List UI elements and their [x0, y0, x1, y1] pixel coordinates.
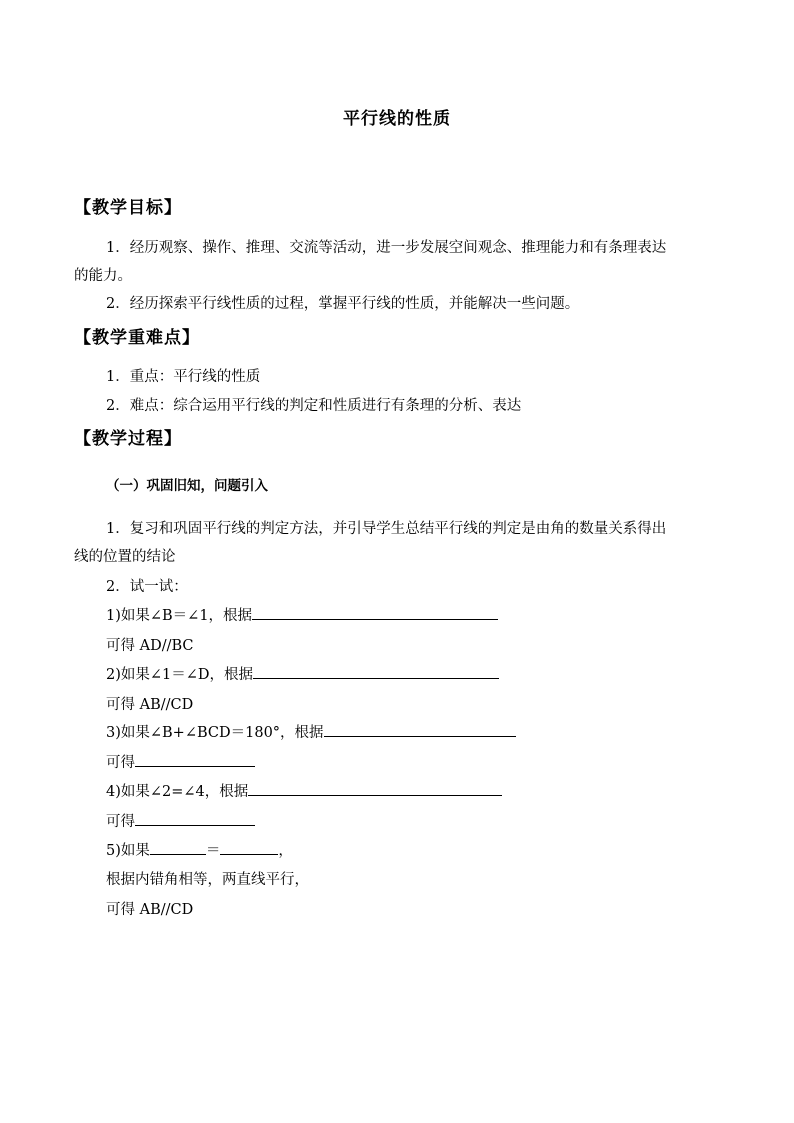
- question-5-comma: ，: [278, 843, 293, 859]
- question-3-blank[interactable]: [324, 722, 516, 737]
- question-4-result-blank[interactable]: [135, 811, 255, 826]
- section-heading-process: 【教学过程】: [74, 429, 182, 449]
- page-title: 平行线的性质: [343, 109, 451, 129]
- question-3: [106, 721, 516, 742]
- goal-item-2: 2．经历探索平行线性质的过程，掌握平行线的性质，并能解决一些问题。: [106, 296, 580, 312]
- question-2: [106, 663, 499, 684]
- question-5-text: 5)如果: [106, 843, 150, 859]
- key-point-2: 2．难点：综合运用平行线的判定和性质进行有条理的分析、表达: [106, 398, 522, 414]
- question-5-blank-left[interactable]: [150, 840, 206, 855]
- question-3-text: 3)如果∠B+∠BCD＝180°，根据: [106, 725, 324, 741]
- goal-item-1: 1．经历观察、操作、推理、交流等活动，进一步发展空间观念、推理能力和有条理表达: [106, 240, 667, 256]
- question-5-blank-right[interactable]: [220, 840, 278, 855]
- section-heading-key-points: 【教学重难点】: [74, 328, 200, 348]
- question-2-blank[interactable]: [253, 664, 499, 679]
- process-item-1-continued: 线的位置的结论: [74, 549, 176, 565]
- question-5-equals: ＝: [205, 843, 221, 859]
- process-item-2: 2．试一试：: [106, 579, 188, 595]
- question-1-text: 1)如果∠B＝∠1，根据: [106, 608, 253, 624]
- question-4: [106, 780, 502, 801]
- question-3-result-blank[interactable]: [135, 752, 255, 767]
- question-1: [106, 604, 498, 625]
- question-4-text: 4)如果∠2=∠4，根据: [106, 784, 249, 800]
- question-4-result-text: 可得: [106, 814, 135, 830]
- goal-item-1-continued: 的能力。: [74, 268, 132, 284]
- question-3-result: [106, 751, 255, 772]
- question-2-text: 2)如果∠1＝∠D，根据: [106, 667, 254, 683]
- question-1-blank[interactable]: [252, 605, 498, 620]
- question-4-result: [106, 810, 255, 831]
- section-heading-goals: 【教学目标】: [74, 198, 182, 218]
- question-2-result: 可得 AB//CD: [106, 697, 194, 713]
- process-item-1: 1．复习和巩固平行线的判定方法，并引导学生总结平行线的判定是由角的数量关系得出: [106, 521, 667, 537]
- question-4-blank[interactable]: [248, 781, 502, 796]
- question-3-result-text: 可得: [106, 755, 135, 771]
- key-point-1: 1．重点：平行线的性质: [106, 369, 261, 385]
- question-5-reason: 根据内错角相等，两直线平行，: [106, 872, 309, 888]
- question-1-result: 可得 AD//BC: [106, 638, 194, 654]
- process-subheading: （一）巩固旧知，问题引入: [106, 478, 268, 494]
- question-5: [106, 839, 293, 860]
- question-5-result: 可得 AB//CD: [106, 902, 194, 918]
